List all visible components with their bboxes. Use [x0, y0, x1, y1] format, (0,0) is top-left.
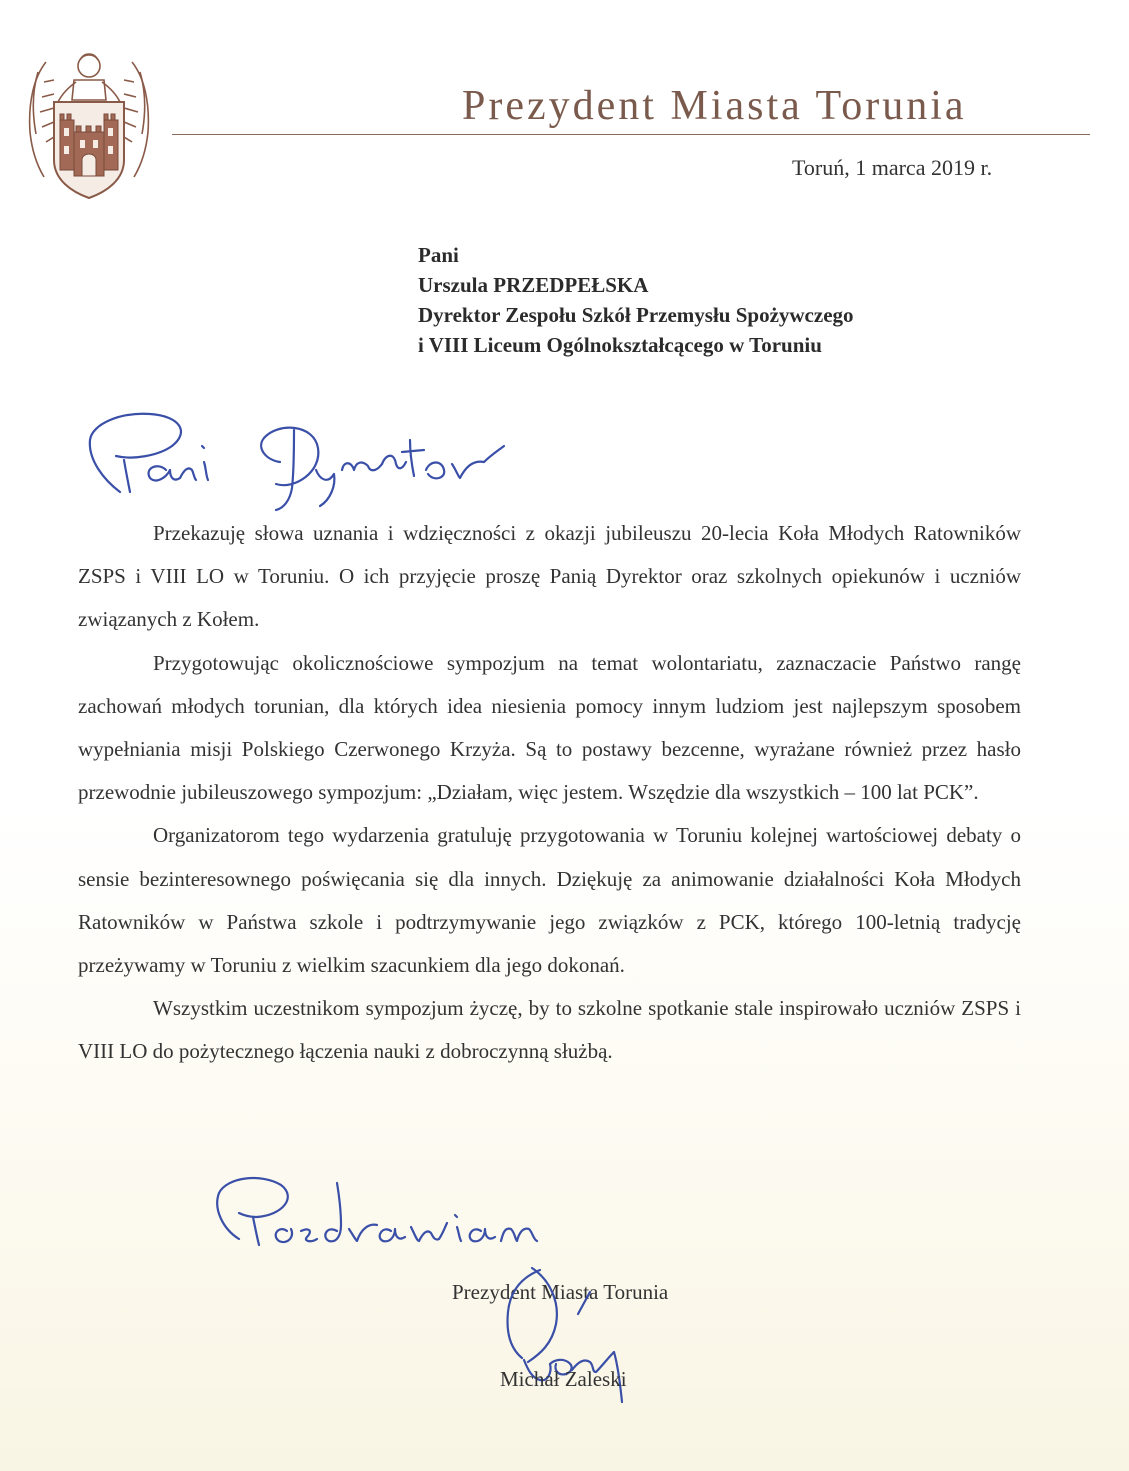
signature-title: Prezydent Miasta Torunia: [452, 1280, 669, 1304]
torun-coat-of-arms-icon: [24, 42, 154, 200]
signature-name: Michał Zaleski: [500, 1367, 627, 1391]
letter-date: Toruń, 1 marca 2019 r.: [792, 155, 993, 180]
letterhead-title: Prezydent Miasta Torunia: [462, 83, 967, 129]
addressee-position-line-2: i VIII Liceum Ogólnokształcącego w Toruniu: [418, 333, 822, 357]
handwritten-closing: [205, 1165, 555, 1255]
letterhead-divider: [172, 134, 1090, 135]
body-paragraph-2: Przygotowując okolicznościowe sympozjum na temat wolontariatu, zaznaczacie Państwo rangę zachowań młodych torunian, dla których idea niesienia pomocy innym ludziom jest najlepszym sposobem wypełniania misji Polskiego Czerwonego Krzyża. Są to postawy bezcenne, wyrażane również przez hasło przewodnie jubileuszowego sympozjum: „Działam, więc jestem. Wszędzie dla wszystkich – 100 lat PCK”.: [78, 650, 1021, 805]
body-paragraph-4: Wszystkim uczestnikom sympozjum życzę, by to szkolne spotkanie stale inspirowało uczniów ZSPS i VIII LO do pożytecznego łączenia nauki z dobroczynną służbą.: [78, 996, 1021, 1064]
addressee-name: Urszula PRZEDPEŁSKA: [418, 273, 649, 297]
letter-body: [78, 512, 1021, 1074]
body-paragraph-1: Przekazuję słowa uznania i wdzięczności z okazji jubileuszu 20-lecia Koła Młodych Ratowników ZSPS i VIII LO w Toruniu. O ich przyjęcie proszę Panią Dyrektor oraz szkolnych opiekunów i uczniów związanych z Kołem.: [78, 521, 1021, 632]
addressee-salutation: Pani: [418, 243, 459, 267]
handwritten-greeting: [80, 400, 520, 515]
addressee-position-line-1: Dyrektor Zespołu Szkół Przemysłu Spożywczego: [418, 303, 854, 327]
body-paragraph-3: Organizatorom tego wydarzenia gratuluję przygotowania w Toruniu kolejnej wartościowej debaty o sensie bezinteresownego poświęcania się dla innych. Dziękuję za animowanie działalności Koła Młodych Ratowników w Państwa szkole i podtrzymywanie jego związków z PCK, którego 100-letnią tradycję przeżywamy w Toruniu z wielkim szacunkiem dla jego dokonań.: [78, 823, 1021, 978]
addressee-block: [418, 240, 854, 360]
